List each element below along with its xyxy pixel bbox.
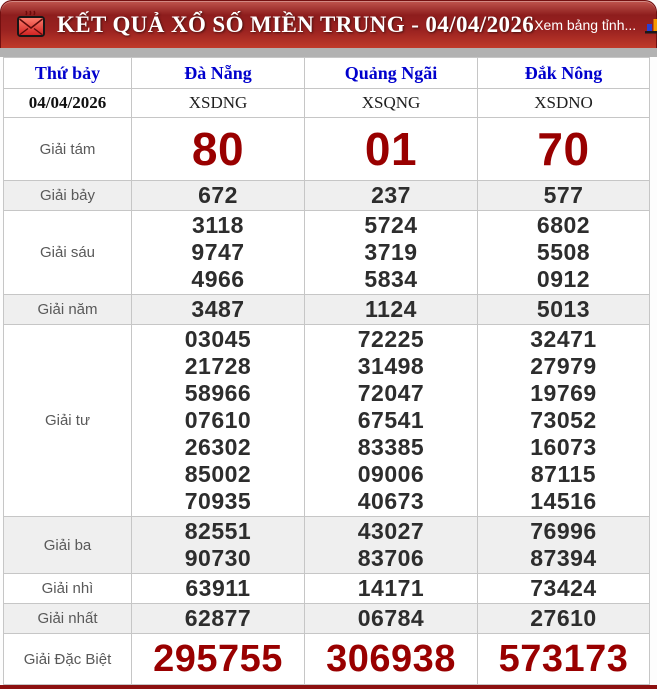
prize-row (4, 295, 650, 325)
prize-number: 87394 (530, 545, 597, 571)
column-header-day[interactable]: Thứ bảy (4, 58, 132, 89)
prize-number: 21728 (184, 353, 252, 379)
prize-row (4, 574, 650, 604)
prize-label: Giải ba (4, 517, 132, 574)
prize-label: Giải sáu (4, 211, 132, 295)
prize-numbers-cell (478, 118, 650, 181)
prize-numbers-cell (132, 634, 305, 685)
prize-numbers-cell (478, 634, 650, 685)
station-code[interactable]: XSQNG (305, 89, 478, 118)
prize-numbers-cell (132, 295, 305, 325)
prize-label: Giải Đặc Biệt (4, 634, 132, 685)
prize-number: 09006 (357, 461, 425, 487)
prize-numbers-cell (305, 295, 478, 325)
prize-numbers-cell (478, 295, 650, 325)
divider-band (0, 48, 657, 57)
prize-number: 03045 (184, 326, 252, 352)
prize-number: 87115 (530, 461, 597, 487)
date-row (4, 89, 650, 118)
prize-number: 70 (537, 123, 590, 175)
prize-label: Giải nhất (4, 604, 132, 634)
prize-numbers-cell (478, 325, 650, 517)
prize-row (4, 325, 650, 517)
prize-number: 295755 (153, 638, 283, 680)
prize-number: 43027 (357, 518, 425, 544)
prize-number: 85002 (184, 461, 252, 487)
prize-number: 3118 (192, 212, 244, 238)
prize-numbers-cell (478, 517, 650, 574)
prize-number: 5724 (364, 212, 418, 238)
prize-numbers-cell (305, 517, 478, 574)
prize-row (4, 517, 650, 574)
prize-numbers-cell (305, 181, 478, 211)
prize-number: 1124 (365, 296, 417, 322)
prize-label: Giải năm (4, 295, 132, 325)
prize-number: 90730 (184, 545, 252, 571)
prize-number: 63911 (185, 575, 251, 601)
station-code[interactable]: XSDNO (478, 89, 650, 118)
prize-number: 0912 (536, 266, 591, 292)
prize-number: 672 (198, 182, 238, 208)
prize-number: 3487 (191, 296, 245, 322)
prize-number: 14516 (530, 488, 597, 514)
prize-numbers-cell (478, 574, 650, 604)
prize-numbers-cell (305, 211, 478, 295)
prize-number: 67541 (357, 407, 425, 433)
prize-number: 14171 (357, 575, 425, 601)
prize-number: 5013 (536, 296, 591, 322)
prize-number: 6802 (536, 212, 591, 238)
prize-number: 31498 (357, 353, 425, 379)
prize-row (4, 634, 650, 685)
draw-date: 04/04/2026 (4, 89, 132, 118)
prize-number: 72225 (357, 326, 425, 352)
column-header-da-nang[interactable]: Đà Nẵng (132, 58, 305, 89)
prize-numbers-cell (305, 118, 478, 181)
prize-number: 573173 (498, 638, 629, 680)
prize-number: 27979 (530, 353, 597, 379)
view-province-table-link[interactable]: Xem bảng tỉnh... (534, 16, 637, 33)
prize-number: 07610 (184, 407, 252, 433)
prize-number: 237 (371, 182, 411, 208)
prize-numbers-cell (132, 211, 305, 295)
prize-numbers-cell (305, 604, 478, 634)
prize-number: 5508 (536, 239, 591, 265)
prize-number: 83706 (357, 545, 425, 571)
column-header-dak-nong[interactable]: Đắk Nông (478, 58, 650, 89)
prize-number: 19769 (530, 380, 597, 406)
results-header (0, 0, 657, 48)
prize-number: 27610 (530, 605, 597, 631)
prize-number: 73052 (530, 407, 597, 433)
prize-number: 306938 (326, 638, 456, 680)
prize-numbers-cell (305, 325, 478, 517)
prize-number: 82551 (184, 518, 252, 544)
prize-number: 26302 (184, 434, 252, 460)
prize-numbers-cell (132, 325, 305, 517)
results-table (3, 57, 650, 685)
prize-numbers-cell (132, 118, 305, 181)
bar-chart-icon[interactable] (644, 15, 657, 35)
prize-number: 76996 (530, 518, 597, 544)
prize-number: 577 (543, 182, 584, 208)
bottom-border-bar (0, 685, 657, 689)
prize-numbers-cell (132, 604, 305, 634)
prize-number: 62877 (184, 605, 252, 631)
prize-number: 06784 (357, 605, 425, 631)
page-title: KẾT QUẢ XỔ SỐ MIỀN TRUNG - 04/04/2026 (57, 11, 535, 37)
prize-number: 40673 (357, 488, 425, 514)
prize-numbers-cell (132, 517, 305, 574)
prize-label: Giải bảy (4, 181, 132, 211)
prize-number: 83385 (357, 434, 425, 460)
prize-number: 32471 (530, 326, 597, 352)
prize-row (4, 181, 650, 211)
prize-numbers-cell (478, 211, 650, 295)
prize-numbers-cell (132, 574, 305, 604)
prize-row (4, 118, 650, 181)
table-header-row (4, 58, 650, 89)
prize-number: 16073 (530, 434, 597, 460)
prize-number: 5834 (364, 266, 418, 292)
prize-number: 9747 (191, 239, 245, 265)
envelope-icon (15, 9, 47, 41)
prize-numbers-cell (305, 574, 478, 604)
column-header-quang-ngai[interactable]: Quảng Ngãi (305, 58, 478, 89)
prize-label: Giải tám (4, 118, 132, 181)
prize-number: 73424 (530, 575, 597, 601)
prize-numbers-cell (478, 604, 650, 634)
prize-number: 3719 (364, 239, 418, 265)
prize-row (4, 211, 650, 295)
prize-label: Giải nhì (4, 574, 132, 604)
prize-number: 4966 (191, 266, 245, 292)
prize-row (4, 604, 650, 634)
prize-number: 58966 (184, 380, 252, 406)
prize-number: 80 (191, 123, 245, 175)
prize-label: Giải tư (4, 325, 132, 517)
prize-numbers-cell (305, 634, 478, 685)
prize-number: 70935 (184, 488, 252, 514)
prize-numbers-cell (132, 181, 305, 211)
station-code[interactable]: XSDNG (132, 89, 305, 118)
prize-number: 72047 (357, 380, 425, 406)
prize-numbers-cell (478, 181, 650, 211)
prize-number: 01 (364, 123, 418, 175)
